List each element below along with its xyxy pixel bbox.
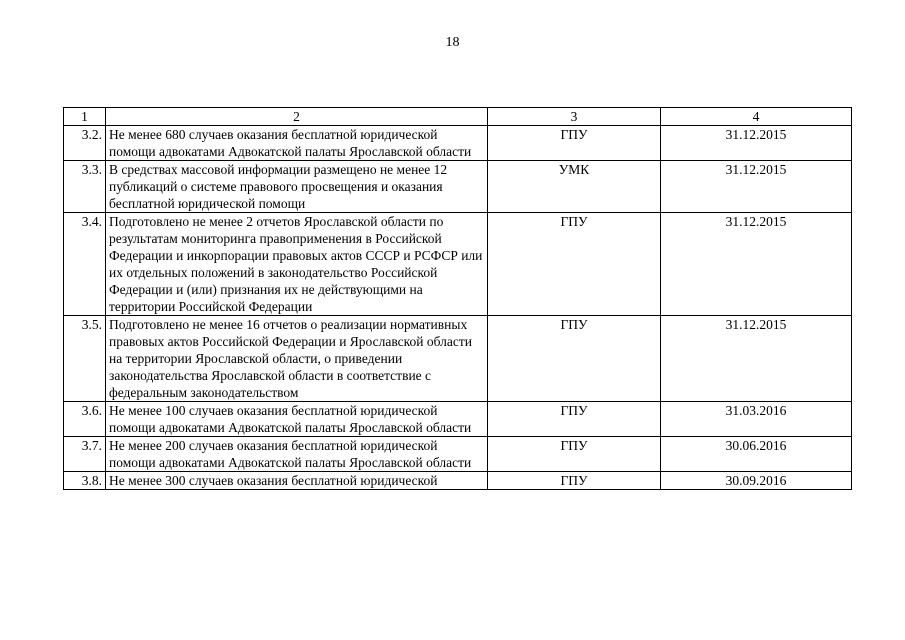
table-row bbox=[64, 437, 852, 472]
row-deadline: 31.12.2015 bbox=[661, 161, 852, 213]
row-number: 3.2. bbox=[64, 126, 106, 161]
row-description: В средствах массовой информации размещено не менее 12 публикаций о системе правового просвещения и оказания бесплатной юридической помощи bbox=[106, 161, 488, 213]
row-number: 3.5. bbox=[64, 316, 106, 402]
row-executor: ГПУ bbox=[488, 402, 661, 437]
header-row bbox=[64, 108, 852, 126]
row-description: Не менее 200 случаев оказания бесплатной юридической помощи адвокатами Адвокатской палаты Ярославской области bbox=[106, 437, 488, 472]
table-row bbox=[64, 316, 852, 402]
row-number: 3.8. bbox=[64, 472, 106, 490]
row-deadline: 31.03.2016 bbox=[661, 402, 852, 437]
row-executor: ГПУ bbox=[488, 213, 661, 316]
header-col-1: 1 bbox=[64, 108, 106, 126]
row-number: 3.7. bbox=[64, 437, 106, 472]
row-description: Подготовлено не менее 16 отчетов о реализации нормативных правовых актов Российской Федерации и Ярославской области на территории Ярославской области, о приведении законодательства Ярославской области в соответствие с федеральным законодательством bbox=[106, 316, 488, 402]
header-col-3: 3 bbox=[488, 108, 661, 126]
row-description: Подготовлено не менее 2 отчетов Ярославской области по результатам мониторинга правоприменения в Российской Федерации и инкорпорации правовых актов СССР и РСФСР или их отдельных положений в законодательство Российской Федерации и (или) признания их не действующими на территории Российской Федерации bbox=[106, 213, 488, 316]
row-executor: ГПУ bbox=[488, 126, 661, 161]
header-col-2: 2 bbox=[106, 108, 488, 126]
row-executor: ГПУ bbox=[488, 316, 661, 402]
page-number: 18 bbox=[445, 35, 460, 50]
table-row bbox=[64, 402, 852, 437]
table-row bbox=[64, 213, 852, 316]
row-deadline: 31.12.2015 bbox=[661, 316, 852, 402]
row-number: 3.4. bbox=[64, 213, 106, 316]
row-number: 3.3. bbox=[64, 161, 106, 213]
plan-table bbox=[63, 107, 852, 490]
row-description: Не менее 680 случаев оказания бесплатной юридической помощи адвокатами Адвокатской палаты Ярославской области bbox=[106, 126, 488, 161]
table-row bbox=[64, 161, 852, 213]
table-row bbox=[64, 472, 852, 490]
row-deadline: 30.06.2016 bbox=[661, 437, 852, 472]
row-description: Не менее 300 случаев оказания бесплатной юридической bbox=[106, 472, 488, 490]
row-executor: ГПУ bbox=[488, 472, 661, 490]
header-col-4: 4 bbox=[661, 108, 852, 126]
row-deadline: 31.12.2015 bbox=[661, 126, 852, 161]
table-row bbox=[64, 126, 852, 161]
row-number: 3.6. bbox=[64, 402, 106, 437]
row-executor: ГПУ bbox=[488, 437, 661, 472]
row-deadline: 30.09.2016 bbox=[661, 472, 852, 490]
row-description: Не менее 100 случаев оказания бесплатной юридической помощи адвокатами Адвокатской палаты Ярославской области bbox=[106, 402, 488, 437]
row-deadline: 31.12.2015 bbox=[661, 213, 852, 316]
row-executor: УМК bbox=[488, 161, 661, 213]
